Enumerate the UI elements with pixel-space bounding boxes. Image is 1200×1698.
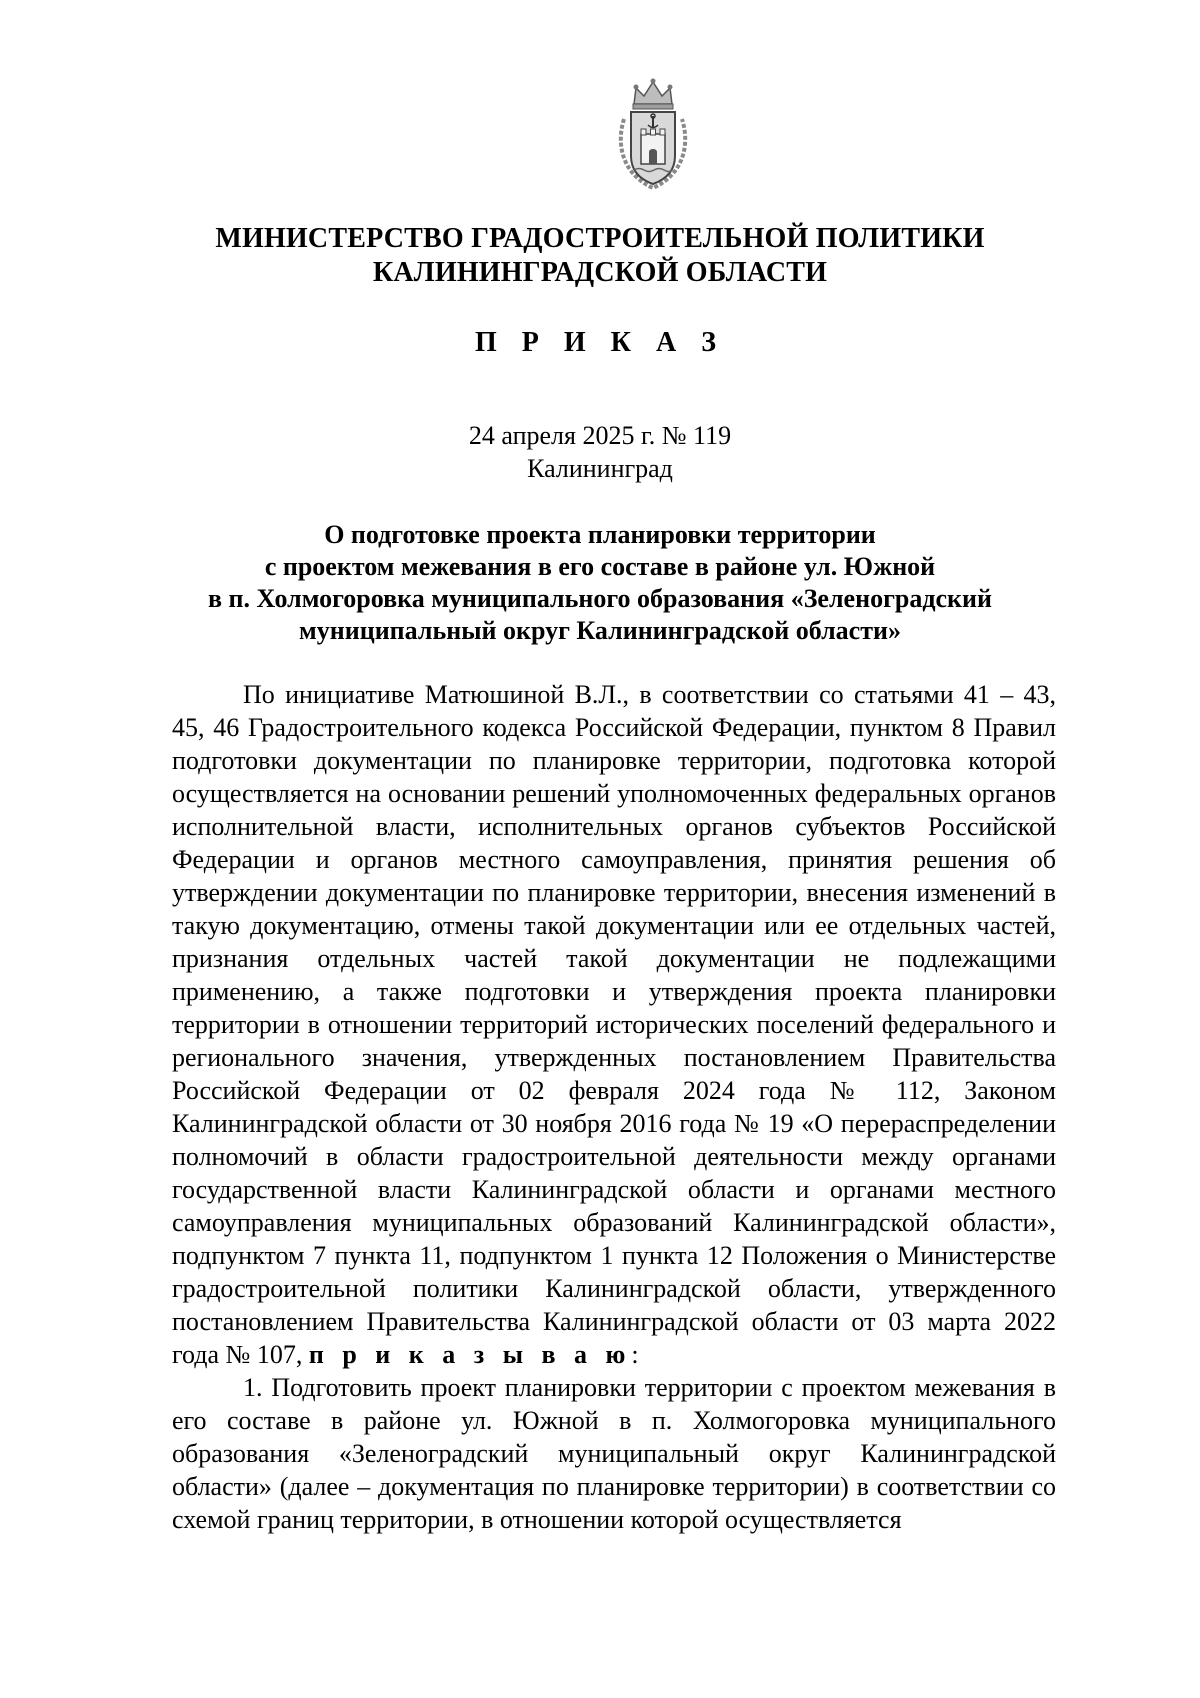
document-type: П Р И К А З	[475, 327, 725, 358]
order-subject	[150, 519, 1050, 647]
ministry-name-line1: МИНИСТЕРСТВО ГРАДОСТРОИТЕЛЬНОЙ ПОЛИТИКИ	[215, 223, 985, 254]
subject-line1: О подготовке проекта планировки территории	[324, 520, 876, 549]
command-word: п р и к а з ы в а ю	[308, 1340, 632, 1369]
preamble-text: По инициативе Матюшиной В.Л., в соответствии со статьями 41 – 43, 45, 46 Градостроительного кодекса Российской Федерации, пунктом 8 Правил подготовки документации по планировке территории, подготовка которой осуществляется на основании решений уполномоченных федеральных органов исполнительной власти, исполнительных органов субъектов Российской Федерации и органов местного самоуправления, принятия решения об утверждении документации по планировке территории, внесения изменений в такую документацию, отмены такой документации или ее отдельных частей, признания отдельных частей такой документации не подлежащими применению, а также подготовки и утверждения проекта планировки территории в отношении территорий исторических поселений федерального и регионального значения, утвержденных постановлением Правительства Российской Федерации от 02 февраля 2024 года № 112, Законом Калининградской области от 30 ноября 2016 года № 19 «О перераспределении полномочий в области градостроительной деятельности между органами государственной власти Калининградской области и органами местного самоуправления муниципальных образований Калининградской области», подпунктом 7 пункта 11, подпунктом 1 пункта 12 Положения о Министерстве градостроительной политики Калининградской области, утвержденного постановлением Правительства Калининградской области от 03 марта 2022 года № 107,	[172, 680, 1056, 1369]
subject-line2: с проектом межевания в его составе в районе ул. Южной	[264, 552, 936, 581]
preamble-paragraph	[172, 678, 1056, 1371]
ministry-name	[150, 222, 1050, 290]
ministry-name-line2: КАЛИНИНГРАДСКОЙ ОБЛАСТИ	[372, 257, 828, 288]
subject-line3: в п. Холмогоровка муниципального образования «Зеленоградский	[208, 584, 992, 613]
item-1-paragraph: 1. Подготовить проект планировки территории с проектом межевания в его составе в районе ул. Южной в п. Холмогоровка муниципального образования «Зеленоградский муниципальный округ Калининградской области» (далее – документация по планировке территории) в соответствии со схемой границ территории, в отношении которой осуществляется	[172, 1373, 1056, 1534]
subject-line4: муниципальный округ Калининградской области»	[299, 616, 901, 645]
coat-of-arms-icon	[614, 74, 692, 192]
order-body	[172, 678, 1056, 1536]
date-and-number: 24 апреля 2025 г. № 119	[468, 421, 732, 450]
command-colon: :	[631, 1340, 639, 1369]
city: Калининград	[527, 454, 673, 483]
